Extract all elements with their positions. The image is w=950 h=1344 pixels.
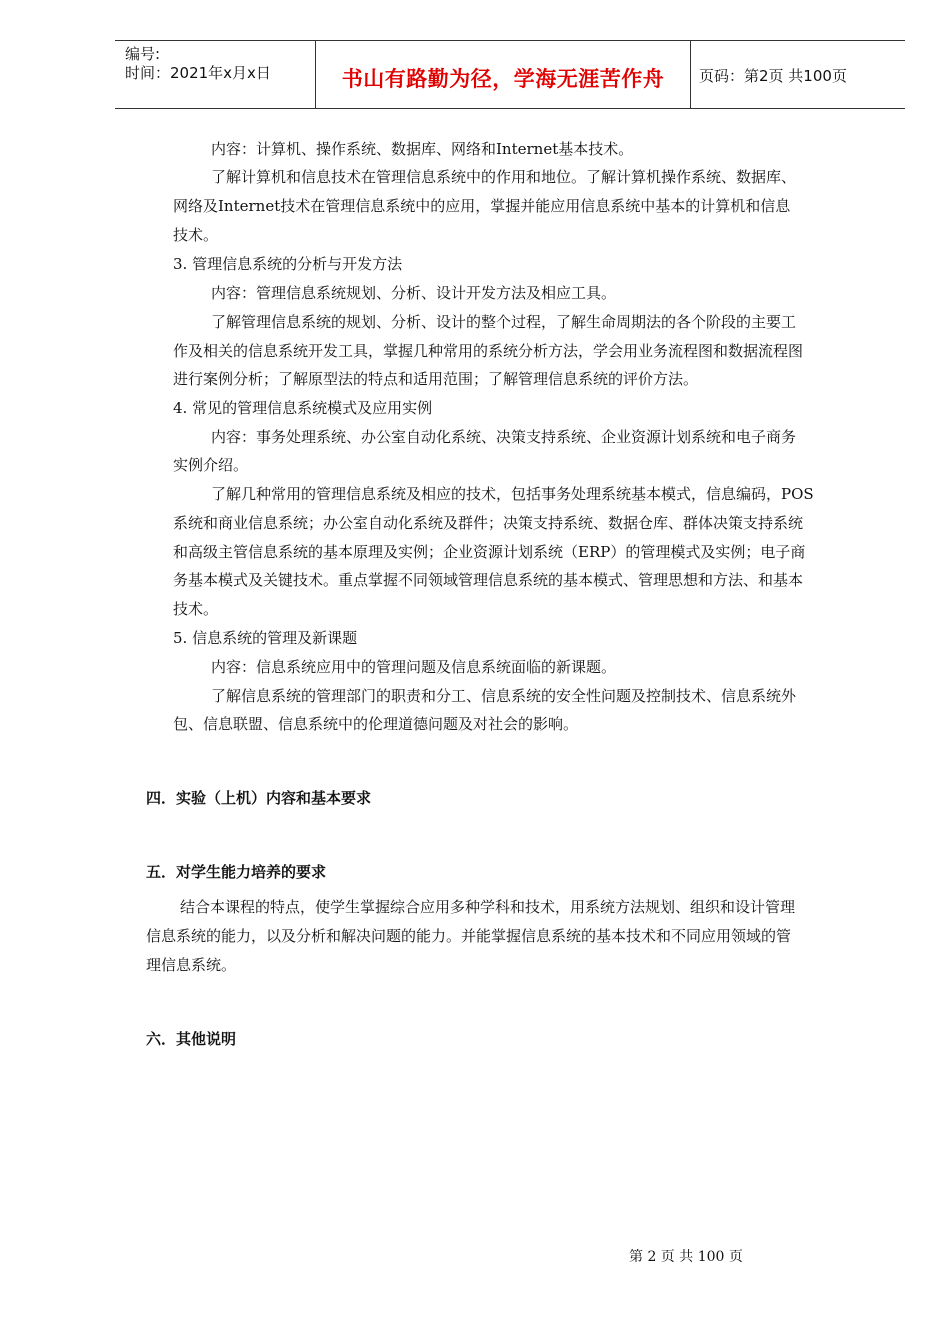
content-line: 内容：信息系统应用中的管理问题及信息系统面临的新课题。: [211, 658, 617, 676]
numbered-item: 3. 管理信息系统的分析与开发方法: [173, 255, 403, 273]
content-line: 内容：管理信息系统规划、分析、设计开发方法及相应工具。: [211, 284, 617, 302]
page-info: 页码：第2页 共100页: [699, 67, 847, 85]
content-line: 内容：计算机、操作系统、数据库、网络和Internet基本技术。: [211, 140, 634, 158]
content-line: 了解信息系统的管理部门的职责和分工、信息系统的安全性问题及控制技术、信息系统外: [211, 687, 797, 705]
header-info-cell: [115, 41, 315, 108]
content-line: 技术。: [173, 226, 219, 244]
content-line: 实例介绍。: [173, 456, 249, 474]
content-line: 了解计算机和信息技术在管理信息系统中的作用和地位。了解计算机操作系统、数据库、: [211, 168, 797, 186]
section-heading: 四．实验（上机）内容和基本要求: [146, 789, 372, 807]
section-paragraph-line: 结合本课程的特点，使学生掌握综合应用多种学科和技术，用系统方法规划、组织和设计管理: [180, 898, 796, 916]
content-line: 作及相关的信息系统开发工具，掌握几种常用的系统分析方法，学会用业务流程图和数据流程图: [173, 342, 804, 360]
section-heading: 六．其他说明: [146, 1030, 237, 1048]
content-line: 了解管理信息系统的规划、分析、设计的整个过程，了解生命周期法的各个阶段的主要工: [211, 313, 797, 331]
content-line: 务基本模式及关键技术。重点掌握不同领域管理信息系统的基本模式、管理思想和方法、和基本: [173, 571, 804, 589]
content-line: 包、信息联盟、信息系统中的伦理道德问题及对社会的影响。: [173, 715, 579, 733]
numbered-item: 5. 信息系统的管理及新课题: [173, 629, 358, 647]
content-line: 技术。: [173, 600, 219, 618]
section-heading: 五．对学生能力培养的要求: [146, 863, 327, 881]
content-line: 和高级主管信息系统的基本原理及实例；企业资源计划系统（ERP）的管理模式及实例；电子商: [173, 543, 806, 561]
header-page-cell: [690, 41, 905, 108]
section-paragraph-line: 信息系统的能力，以及分析和解决问题的能力。并能掌握信息系统的基本技术和不同应用领域的管: [146, 927, 792, 945]
code-label: 编号:: [125, 45, 161, 63]
time-label: 时间：2021年x月x日: [125, 64, 271, 82]
content-line: 内容：事务处理系统、办公室自动化系统、决策支持系统、企业资源计划系统和电子商务: [211, 428, 797, 446]
page-footer: 第 2 页 共 100 页: [629, 1249, 743, 1265]
motto: 书山有路勤为径，学海无涯苦作舟: [341, 67, 665, 91]
header-motto-cell: [315, 41, 691, 108]
numbered-item: 4. 常见的管理信息系统模式及应用实例: [173, 399, 433, 417]
content-line: 进行案例分析；了解原型法的特点和适用范围；了解管理信息系统的评价方法。: [173, 370, 699, 388]
content-line: 系统和商业信息系统；办公室自动化系统及群件；决策支持系统、数据仓库、群体决策支持系统: [173, 514, 804, 532]
content-line: 网络及Internet技术在管理信息系统中的应用，掌握并能应用信息系统中基本的计算机和信息: [173, 197, 791, 215]
section-paragraph-line: 理信息系统。: [146, 956, 237, 974]
page-header: [115, 40, 905, 109]
content-line: 了解几种常用的管理信息系统及相应的技术，包括事务处理系统基本模式，信息编码，POS: [211, 485, 814, 503]
